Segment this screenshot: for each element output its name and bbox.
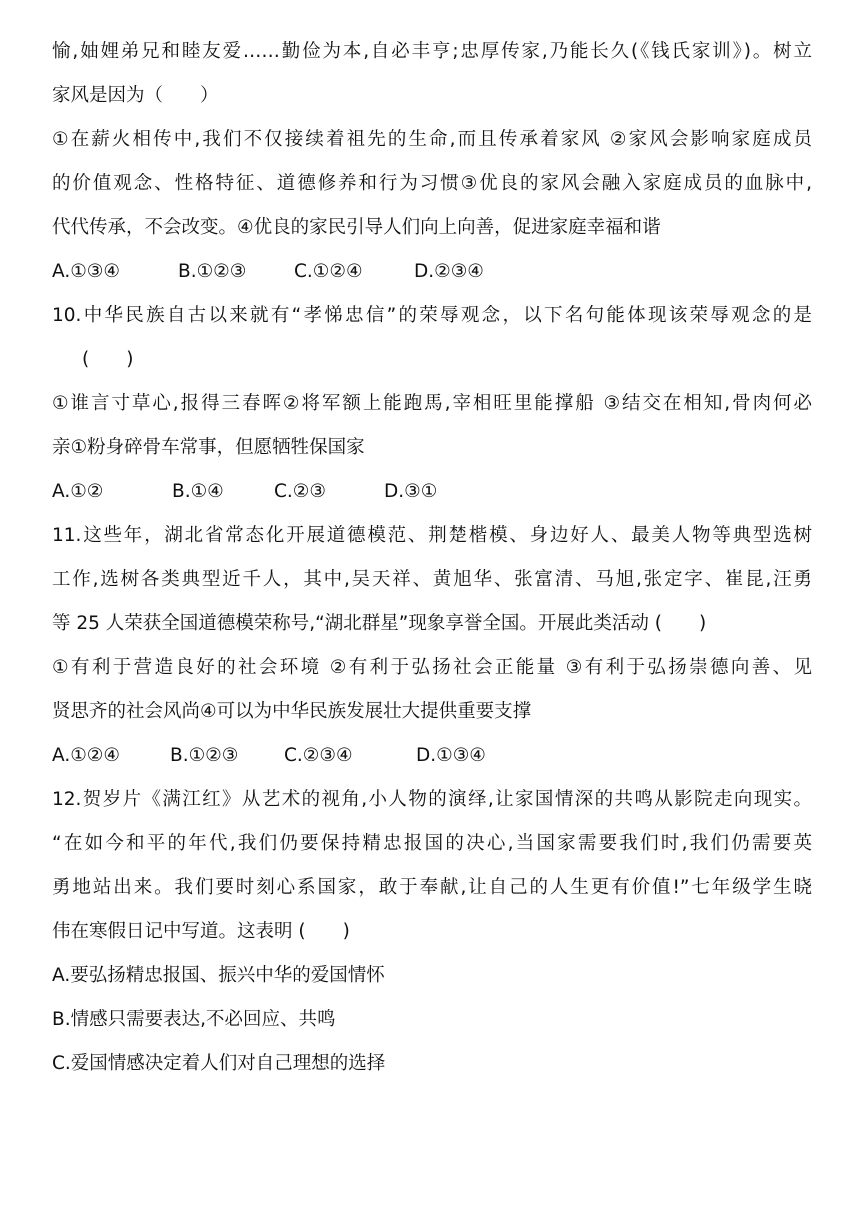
question-10-line-3: ①谁言寸草心,报得三春晖②将军额上能跑馬,宰相旺里能撑船 ③结交在相知,骨肉何必 — [52, 393, 812, 414]
question-11-option-b: B.①②③ — [170, 745, 239, 766]
question-12-line-2: “在如今和平的年代,我们仍要保持精忠报国的决心,当国家需要我们时,我们仍需要英 — [52, 833, 812, 854]
question-10-option-a: A.①② — [52, 481, 104, 502]
question-11-option-d: D.①③④ — [416, 745, 486, 766]
question-10 — [52, 294, 812, 514]
question-11-line-4: ①有利于营造良好的社会环境 ②有利于弘扬社会正能量 ③有利于弘扬崇德向善、见 — [52, 657, 812, 678]
question-10-options — [52, 470, 812, 514]
question-12-line-3: 勇地站出来。我们要时刻心系国家，敢于奉献,让自己的人生更有价值!”七年级学生晓 — [52, 877, 812, 898]
question-10-line-1: 10.中华民族自古以来就有“孝悌忠信”的荣辱观念，以下名句能体现该荣辱观念的是 — [52, 305, 812, 326]
question-11-option-a: A.①②④ — [52, 745, 120, 766]
question-12-option-b: B.情感只需要表达,不必回应、共鸣 — [52, 1009, 336, 1030]
question-9-options — [52, 250, 812, 294]
question-12-option-c: C.爱国情感决定着人们对自己理想的选择 — [52, 1053, 386, 1074]
question-9-line-4: 的价值观念、性格特征、道德修养和行为习惯③优良的家风会融入家庭成员的血脉中, — [52, 173, 812, 194]
exam-page — [52, 30, 812, 1086]
question-12-option-a: A.要弘扬精忠报国、振兴中华的爱国情怀 — [52, 965, 385, 986]
question-9-option-a: A.①③④ — [52, 261, 120, 282]
question-11-line-2: 工作,选树各类典型近千人，其中,吴天祥、黄旭华、张富清、马旭,张定字、崔昆,汪勇 — [52, 569, 812, 590]
question-10-line-4: 亲①粉身碎骨车常事，但愿牺牲保国家 — [52, 437, 365, 458]
question-11-options — [52, 734, 812, 778]
question-10-line-2: ( ) — [82, 349, 134, 370]
question-11-line-1: 11.这些年，湖北省常态化开展道德模范、荆楚楷模、身边好人、最美人物等典型选树 — [52, 525, 812, 546]
question-12-line-4: 伟在寒假日记中写道。这表明 ( ) — [52, 921, 350, 942]
question-9-line-5: 代代传承，不会改变。④优良的家民引导人们向上向善，促进家庭幸福和谐 — [52, 217, 661, 238]
question-9-line-1: 愉,妯娌弟兄和睦友爱……勤俭为本,自必丰亨;忠厚传家,乃能长久(《钱氏家训》)。树立 — [52, 41, 812, 62]
question-11-line-5: 贤思齐的社会风尚④可以为中华民族发展壮大提供重要支撑 — [52, 701, 532, 722]
question-9-option-b: B.①②③ — [178, 261, 247, 282]
question-10-option-c: C.②③ — [274, 481, 326, 502]
question-9-option-d: D.②③④ — [414, 261, 484, 282]
question-10-option-b: B.①④ — [172, 481, 224, 502]
question-10-option-d: D.③① — [384, 481, 438, 502]
question-9-line-2: 家风是因为（ ） — [52, 85, 219, 106]
question-11-line-3: 等 25 人荣获全国道德模荣称号,“湖北群星”现象享誉全国。开展此类活动 ( ) — [52, 613, 707, 634]
question-9-option-c: C.①②④ — [294, 261, 363, 282]
question-11-option-c: C.②③④ — [284, 745, 353, 766]
question-12-line-1: 12.贺岁片《满江红》从艺术的视角,小人物的演绎,让家国情深的共鸣从影院走向现实。 — [52, 789, 812, 810]
question-11 — [52, 514, 812, 778]
question-12 — [52, 778, 812, 1086]
question-9 — [52, 30, 812, 294]
question-9-line-3: ①在薪火相传中,我们不仅接续着祖先的生命,而且传承着家风 ②家风会影响家庭成员 — [52, 129, 812, 150]
